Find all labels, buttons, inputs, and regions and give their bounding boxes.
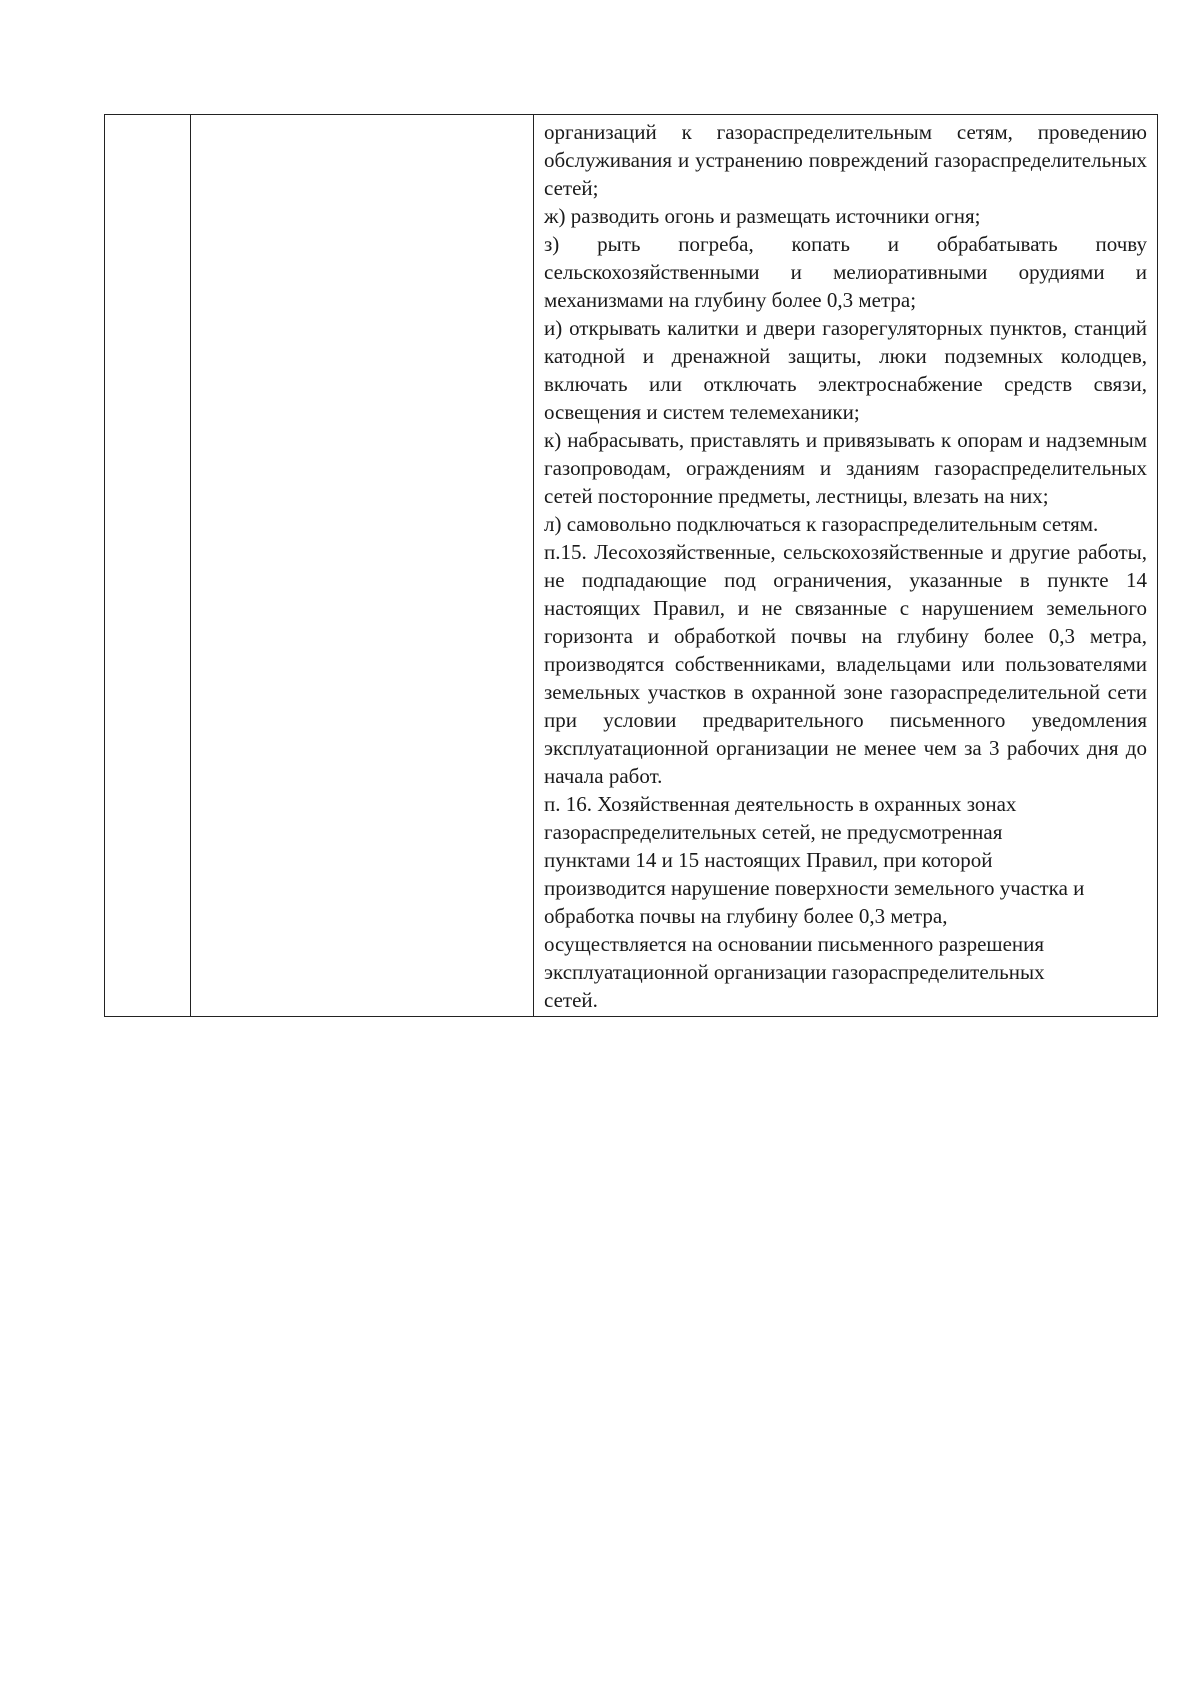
- paragraph-item-i: и) открывать калитки и двери газорегуляторных пунктов, станций катодной и дренажной защиты, люки подземных колодцев, включать или отключать электроснабжение средств связи, освещения и систем телемеханики;: [544, 316, 1147, 424]
- paragraph-item-k: к) набрасывать, приставлять и привязывать к опорам и надземным газопроводам, ограждениям и зданиям газораспределительных сетей посторонние предметы, лестницы, влезать на них;: [544, 428, 1147, 508]
- table-cell-name: [191, 115, 534, 1017]
- regulation-table: [104, 114, 1158, 1017]
- paragraph-item-z: з) рыть погреба, копать и обрабатывать почву сельскохозяйственными и мелиоративными орудиями и механизмами на глубину более 0,3 метра;: [544, 232, 1147, 312]
- paragraph-item-zh: ж) разводить огонь и размещать источники огня;: [544, 204, 981, 228]
- table-cell-number: [105, 115, 191, 1017]
- table-cell-restrictions: [534, 115, 1158, 1017]
- restrictions-text: [534, 115, 1157, 1016]
- table-row: [105, 115, 1158, 1017]
- paragraph-continuation: организаций к газораспределительным сетям, проведению обслуживания и устранению повреждений газораспределительных сетей;: [544, 120, 1147, 200]
- paragraph-item-l: л) самовольно подключаться к газораспределительным сетям.: [544, 512, 1099, 536]
- paragraph-clause-16: п. 16. Хозяйственная деятельность в охранных зонах газораспределительных сетей, не предусмотренная пунктами 14 и 15 настоящих Правил, при которой производится нарушение поверхности земельного участка и обработка почвы на глубину более 0,3 метра, осуществляется на основании письменного разрешения эксплуатационной организации газораспределительных сетей.: [544, 792, 1085, 1012]
- paragraph-clause-15: п.15. Лесохозяйственные, сельскохозяйственные и другие работы, не подпадающие под ограничения, указанные в пункте 14 настоящих Правил, и не связанные с нарушением земельного горизонта и обработкой почвы на глубину более 0,3 метра, производятся собственниками, владельцами или пользователями земельных участков в охранной зоне газораспределительной сети при условии предварительного письменного уведомления эксплуатационной организации не менее чем за 3 рабочих дня до начала работ.: [544, 540, 1147, 788]
